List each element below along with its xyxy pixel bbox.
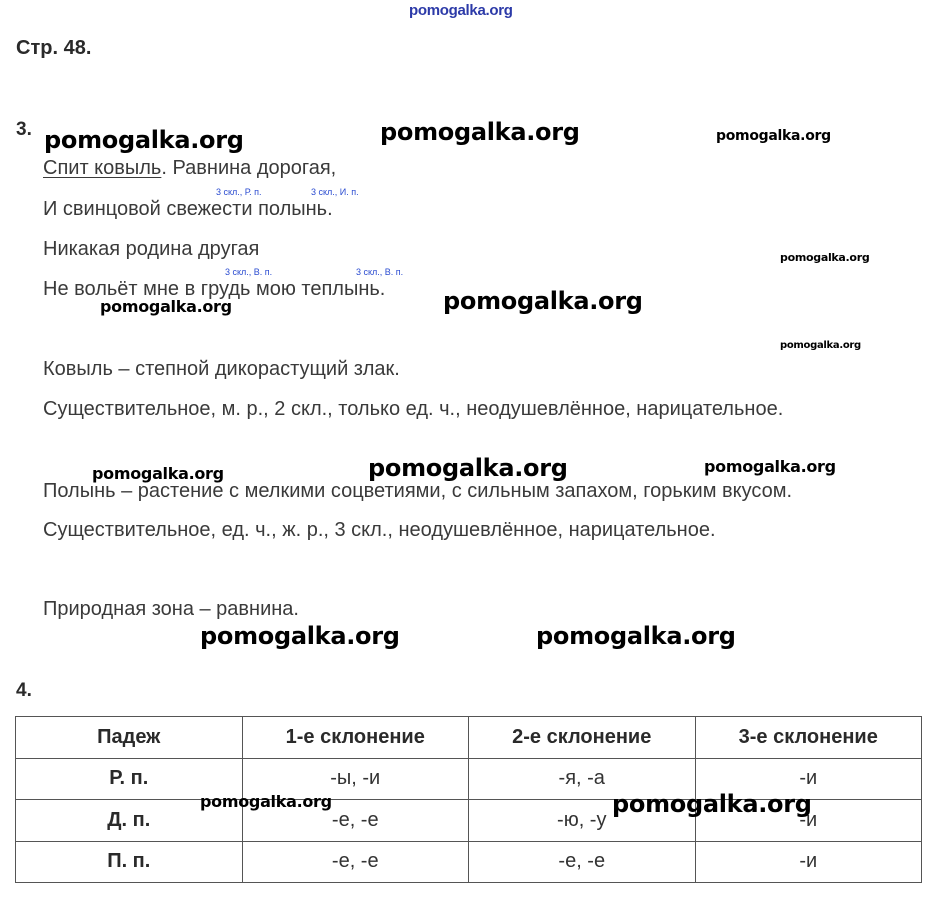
watermark: pomogalka.org	[100, 297, 232, 316]
task-3-number: 3.	[16, 119, 32, 140]
table-cell: -и	[695, 841, 922, 883]
poem-line-1-rest: . Равнина дорогая,	[161, 157, 337, 179]
annotation-grud: 3 скл., В. п.	[225, 267, 273, 277]
polyn-analysis: Существительное, ед. ч., ж. р., 3 скл., неодушевлённое, нарицательное.	[43, 519, 716, 541]
header-declension-3: 3-е склонение	[695, 717, 922, 759]
table-cell: -е, -е	[242, 800, 469, 842]
task-4-number: 4.	[16, 680, 32, 701]
natural-zone: Природная зона – равнина.	[43, 598, 299, 620]
polyn-definition: Полынь – растение с мелкими соцветиями, с сильным запахом, горьким вкусом.	[43, 480, 793, 502]
table-header-row	[16, 717, 922, 759]
watermark: pomogalka.org	[380, 118, 580, 146]
watermark: pomogalka.org	[780, 251, 870, 264]
header-declension-2: 2-е склонение	[469, 717, 696, 759]
poem-line-1	[43, 157, 336, 180]
watermark: pomogalka.org	[44, 126, 244, 154]
watermark: pomogalka.org	[704, 457, 836, 476]
table-cell: -и	[695, 800, 922, 842]
table-cell: -ы, -и	[242, 758, 469, 800]
kovyl-analysis: Существительное, м. р., 2 скл., только ед. ч., неодушевлённое, нарицательное.	[43, 398, 784, 420]
watermark: pomogalka.org	[716, 128, 831, 144]
kovyl-definition: Ковыль – степной дикорастущий злак.	[43, 358, 400, 380]
watermark: pomogalka.org	[780, 340, 861, 351]
table-cell: -и	[695, 758, 922, 800]
watermark: pomogalka.org	[200, 622, 400, 650]
header-declension-1: 1-е склонение	[242, 717, 469, 759]
table-cell: П. п.	[16, 841, 243, 883]
table-row	[16, 841, 922, 883]
poem-line-3: Никакая родина другая	[43, 238, 260, 260]
table-cell: Д. п.	[16, 800, 243, 842]
table-cell: -я, -а	[469, 758, 696, 800]
watermark: pomogalka.org	[536, 622, 736, 650]
annotation-teplyn: 3 скл., В. п.	[356, 267, 404, 277]
poem-line-4: Не вольёт мне в грудь мою теплынь.	[43, 278, 386, 300]
annotation-svezhesti: 3 скл., Р. п.	[216, 187, 262, 197]
watermark: pomogalka.org	[443, 287, 643, 315]
table-cell: -е, -е	[242, 841, 469, 883]
watermark: pomogalka.org	[200, 792, 332, 811]
poem-line-2: И свинцовой свежести полынь.	[43, 198, 333, 220]
annotation-polyn: 3 скл., И. п.	[311, 187, 359, 197]
page-heading: Стр. 48.	[16, 37, 92, 59]
watermark: pomogalka.org	[612, 790, 812, 818]
table-cell: Р. п.	[16, 758, 243, 800]
table-cell: -е, -е	[469, 841, 696, 883]
table-cell: -ю, -у	[469, 800, 696, 842]
site-header: pomogalka.org	[409, 2, 513, 19]
header-case: Падеж	[16, 717, 243, 759]
poem-line-1-underlined: Спит ковыль	[43, 157, 162, 179]
watermark: pomogalka.org	[368, 454, 568, 482]
watermark: pomogalka.org	[92, 464, 224, 483]
